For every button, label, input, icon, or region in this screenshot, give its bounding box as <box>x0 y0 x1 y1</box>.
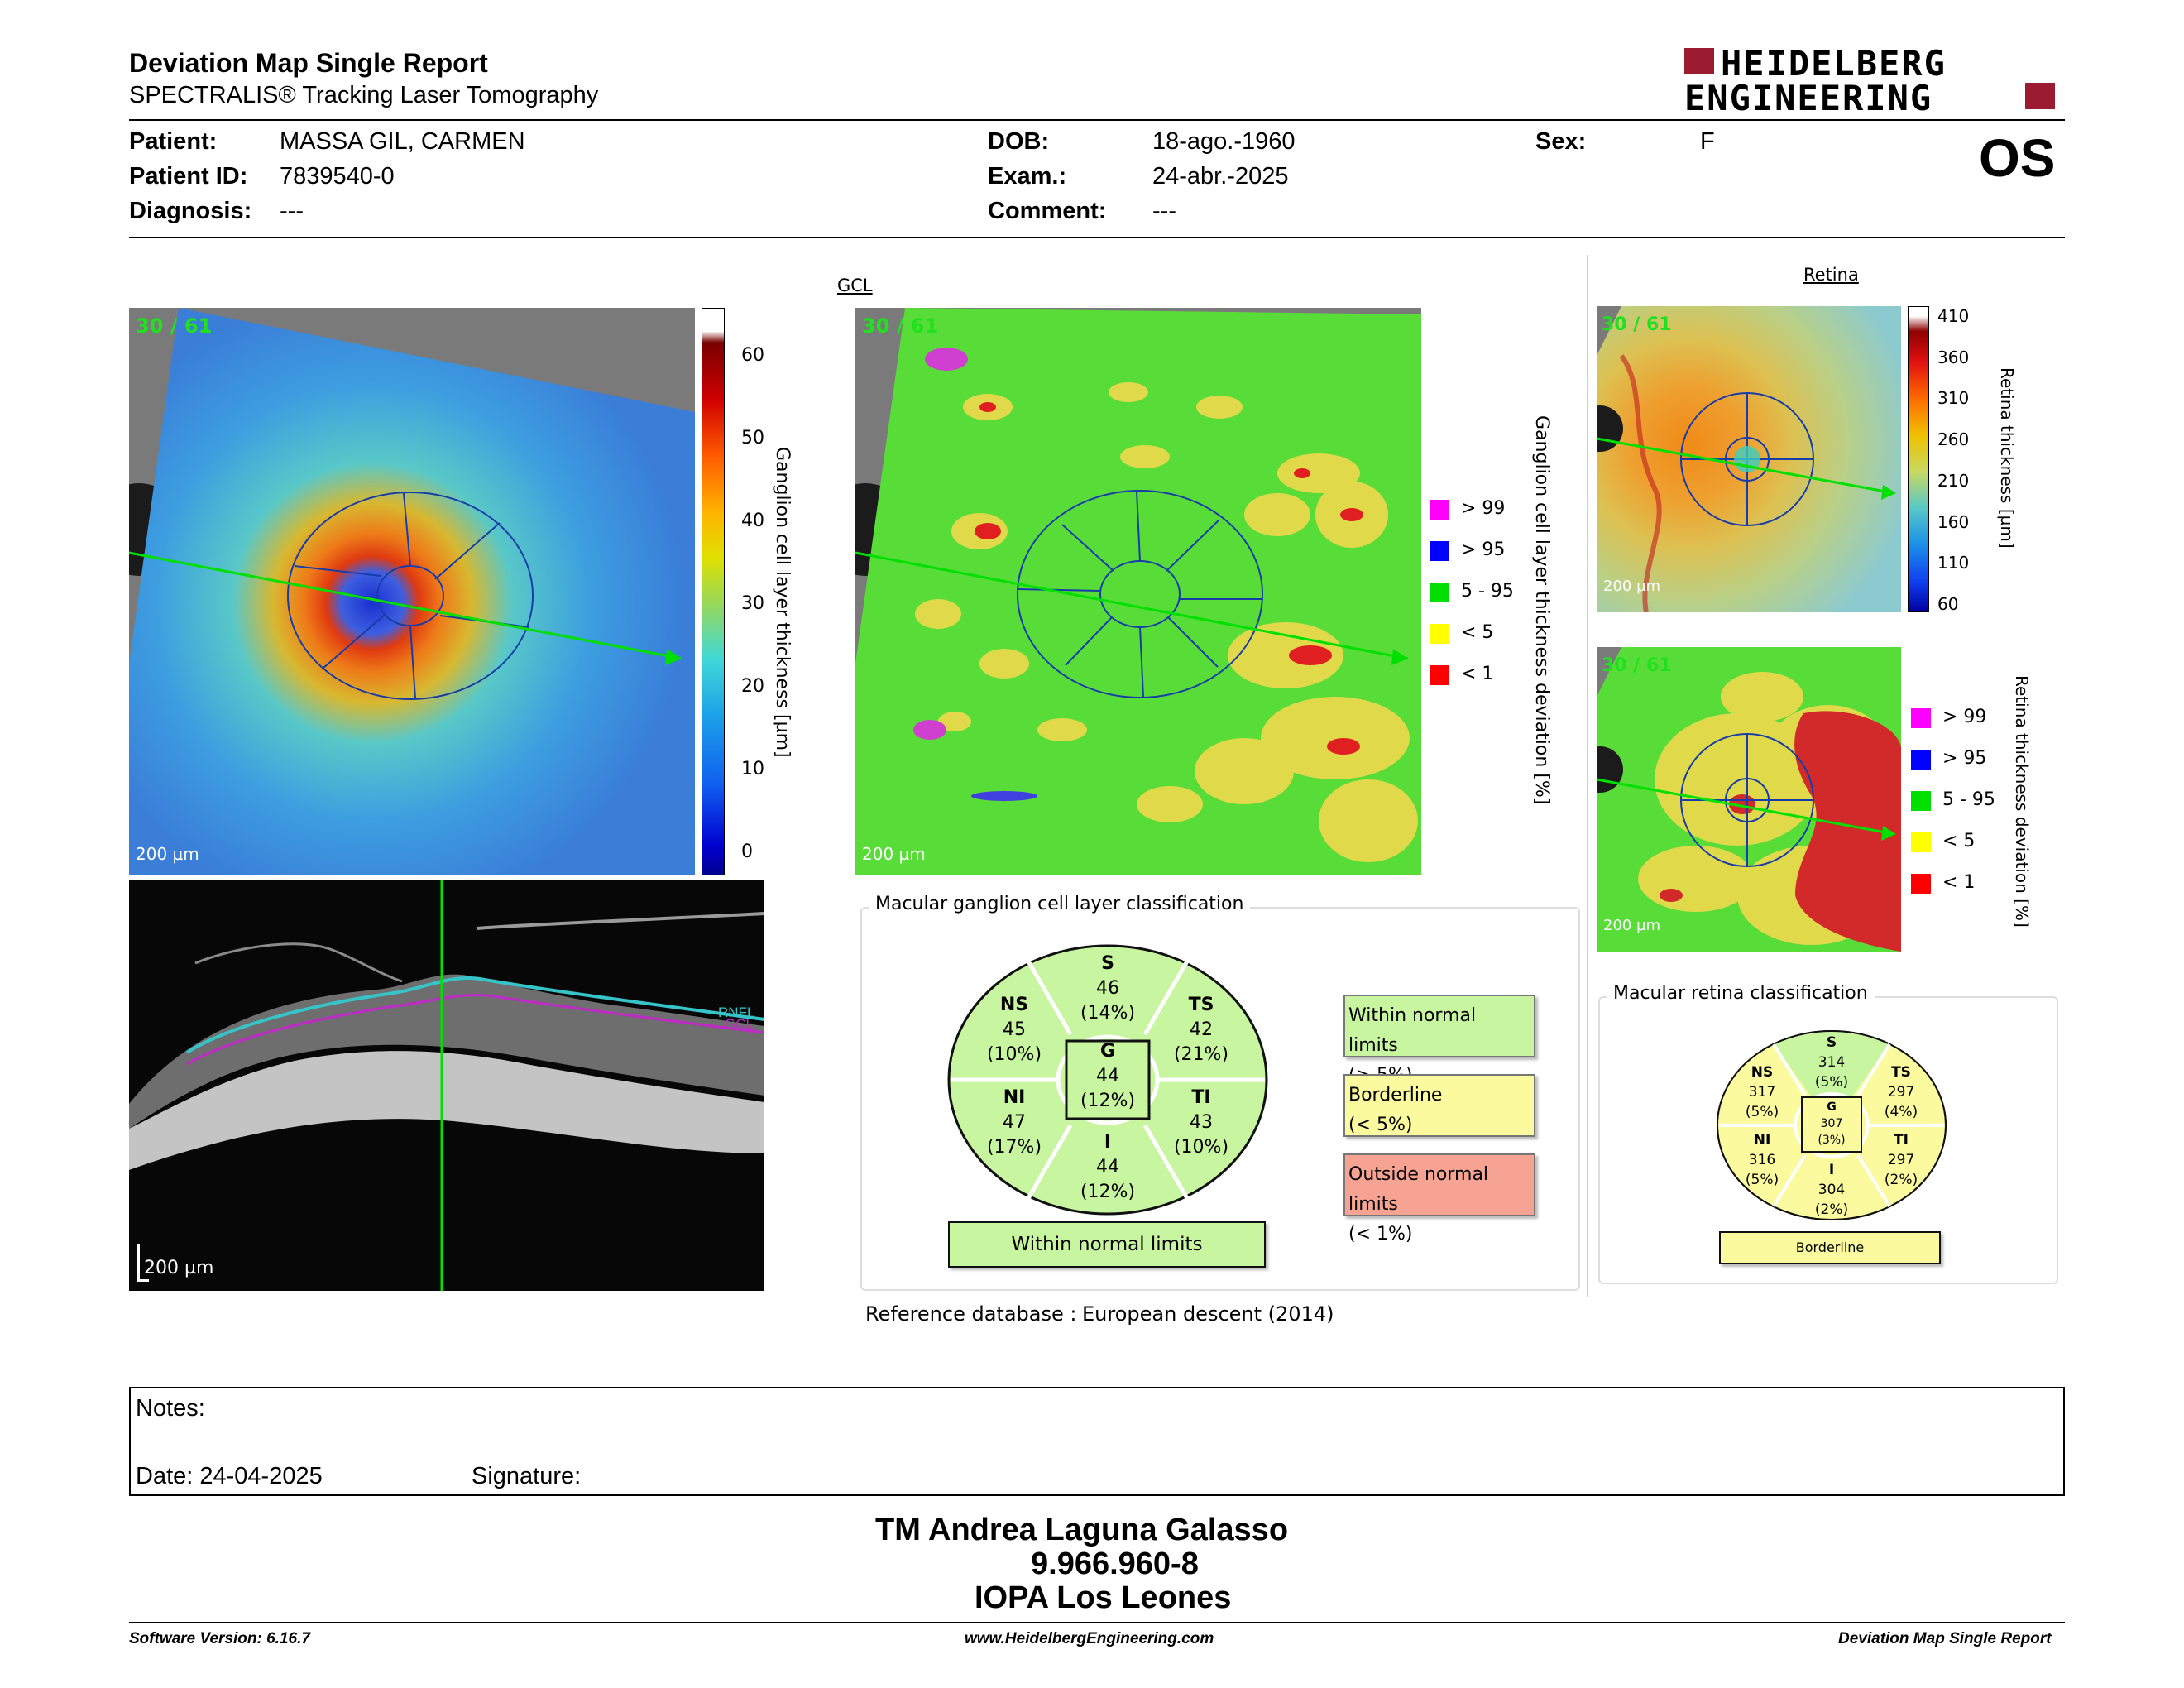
eye-label: OS <box>1979 128 2056 188</box>
signer-id: 9.966.960-8 <box>1031 1547 1199 1581</box>
oct-bscan <box>129 880 764 1291</box>
colorbar-tick: 0 <box>741 841 753 862</box>
key-borderline: Borderline (< 5%) <box>1343 1074 1535 1137</box>
colorbar-tick: 210 <box>1937 470 1970 491</box>
retina-deviation-title: Retina thickness deviation [%] <box>2012 675 2032 928</box>
retina-classification-result: Borderline <box>1719 1231 1941 1264</box>
legend-label: < 1 <box>1461 664 1494 684</box>
retina-sector-ni: NI 316 (5%) <box>1745 1132 1779 1188</box>
legend-swatch <box>1911 791 1931 811</box>
gcl-section-title: GCL <box>837 276 873 295</box>
gcl-dev-volume-label: 30 / 61 <box>862 314 939 338</box>
retina-sector-ns: NS 317 (5%) <box>1745 1064 1779 1120</box>
colorbar-tick: 360 <box>1937 347 1970 367</box>
report-title: Deviation Map Single Report <box>129 48 488 78</box>
colorbar-tick: 20 <box>741 675 764 697</box>
sector-ns: NS 45 (10%) <box>986 995 1042 1065</box>
legend-swatch <box>1911 832 1931 852</box>
signer-institution: IOPA Los Leones <box>975 1580 1232 1615</box>
colorbar-tick: 310 <box>1937 388 1970 409</box>
exam-label: Exam.: <box>988 163 1067 189</box>
legend-swatch <box>1430 583 1449 602</box>
retina-deviation-legend <box>1911 705 2010 904</box>
gcl-layer-label: GCL <box>725 1016 754 1032</box>
footer-report-name: Deviation Map Single Report <box>1838 1630 2052 1647</box>
colorbar-tick: 40 <box>741 510 764 531</box>
gcl-sector-chart <box>946 943 1269 1216</box>
gcl-thickness-map <box>129 308 695 875</box>
sector-i: I 44 (12%) <box>1080 1132 1136 1202</box>
retina-sector-ti: TI 297 (2%) <box>1884 1132 1918 1188</box>
sex-value: F <box>1700 128 1715 155</box>
report-subtitle: SPECTRALIS® Tracking Laser Tomography <box>129 82 599 108</box>
colorbar-tick: 160 <box>1937 511 1970 532</box>
patient-id-label: Patient ID: <box>129 163 248 189</box>
key-outside-normal: Outside normal limits (< 1%) <box>1343 1153 1535 1216</box>
colorbar-tick: 410 <box>1937 306 1970 326</box>
patient-label: Patient: <box>129 128 218 155</box>
retina-sector-chart <box>1716 1029 1947 1221</box>
exam-value: 24-abr.-2025 <box>1152 163 1289 189</box>
colorbar-tick: 260 <box>1937 429 1970 450</box>
colorbar-tick: 10 <box>741 758 764 779</box>
heidelberg-logo <box>1684 43 2065 118</box>
notes-label: Notes: <box>136 1395 205 1422</box>
legend-label: > 95 <box>1461 539 1506 560</box>
sector-s: S 46 (14%) <box>1080 953 1136 1024</box>
diagnosis-label: Diagnosis: <box>129 198 252 224</box>
bscan-scale-label: 200 µm <box>144 1258 214 1278</box>
sex-label: Sex: <box>1535 128 1587 155</box>
retina-colorbar-title: Retina thickness [µm] <box>1997 367 2017 549</box>
gcl-deviation-map <box>855 308 1421 875</box>
retina-dev-volume-label: 30 / 61 <box>1602 655 1672 676</box>
diagnosis-value: --- <box>280 198 304 224</box>
sector-ts: TS 42 (21%) <box>1173 995 1229 1065</box>
patient-divider <box>129 237 2065 238</box>
legend-swatch <box>1430 665 1449 685</box>
retina-thickness-map <box>1597 306 1901 612</box>
retina-dev-scale-label: 200 µm <box>1603 917 1661 934</box>
gcl-classification-result: Within normal limits <box>948 1221 1266 1268</box>
column-divider <box>1587 255 1588 1297</box>
patient-name: MASSA GIL, CARMEN <box>280 128 525 155</box>
retina-scale-label: 200 µm <box>1603 578 1661 595</box>
notes-signature: Signature: <box>472 1463 582 1489</box>
scale-label: 200 µm <box>136 844 199 864</box>
comment-value: --- <box>1152 198 1176 224</box>
website-link[interactable]: www.HeidelbergEngineering.com <box>965 1630 1214 1647</box>
legend-label: 5 - 95 <box>1942 789 1995 810</box>
thickness-colorbar <box>702 308 725 875</box>
footer-divider <box>129 1622 2065 1623</box>
legend-label: > 95 <box>1942 748 1987 769</box>
retina-sector-ts: TS 297 (4%) <box>1884 1064 1918 1120</box>
retina-section-title: Retina <box>1803 265 1859 285</box>
gcl-deviation-legend-title: Ganglion cell layer thickness deviation [%] <box>1531 415 1552 805</box>
retina-deviation-map <box>1597 647 1901 952</box>
gcl-dev-scale-label: 200 µm <box>862 844 926 864</box>
logo-line-2: ENGINEERING <box>1684 78 1933 118</box>
dob-value: 18-ago.-1960 <box>1152 128 1296 155</box>
legend-swatch <box>1911 750 1931 770</box>
gcl-classification-title: Macular ganglion cell layer classification <box>869 894 1250 914</box>
sector-ti: TI 43 (10%) <box>1173 1087 1229 1158</box>
legend-swatch <box>1430 541 1449 561</box>
retina-sector-s: S 314 (5%) <box>1814 1034 1849 1091</box>
key-within-normal: Within normal limits <box>1343 995 1535 1057</box>
patient-id: 7839540-0 <box>280 163 395 189</box>
legend-label: < 1 <box>1942 872 1976 893</box>
logo-line-1: HEIDELBERG <box>1721 43 1947 84</box>
notes-box <box>129 1387 2065 1496</box>
legend-swatch <box>1430 500 1449 520</box>
thickness-colorbar-title: Ganglion cell layer thickness [µm] <box>772 447 793 758</box>
dob-label: DOB: <box>988 128 1050 155</box>
colorbar-tick: 60 <box>741 344 764 366</box>
header-divider <box>129 119 2065 121</box>
notes-date: Date: 24-04-2025 <box>136 1463 323 1489</box>
gcl-deviation-legend <box>1430 496 1529 695</box>
reference-value: European descent (2014) <box>1082 1302 1334 1326</box>
colorbar-tick: 50 <box>741 427 764 448</box>
legend-swatch <box>1911 708 1931 728</box>
software-version: Software Version: 6.16.7 <box>129 1630 310 1647</box>
colorbar-tick: 60 <box>1937 594 1959 614</box>
retina-sector-i: I 304 (2%) <box>1814 1162 1849 1218</box>
volume-label: 30 / 61 <box>136 314 213 338</box>
retina-colorbar <box>1908 306 1929 612</box>
retina-volume-label: 30 / 61 <box>1602 314 1672 335</box>
legend-label: 5 - 95 <box>1461 581 1514 602</box>
retina-sector-g: G 307 (3%) <box>1818 1101 1846 1147</box>
legend-label: > 99 <box>1942 707 1987 727</box>
reference-label: Reference database : <box>865 1302 1077 1326</box>
legend-swatch <box>1430 624 1449 644</box>
rnfl-label: RNFL <box>718 1005 755 1020</box>
legend-label: < 5 <box>1461 622 1494 643</box>
legend-label: > 99 <box>1461 498 1506 519</box>
retina-classification-title: Macular retina classification <box>1607 983 1875 1004</box>
signer-name: TM Andrea Laguna Galasso <box>875 1513 1289 1547</box>
colorbar-tick: 30 <box>741 592 764 614</box>
legend-label: < 5 <box>1942 831 1976 851</box>
sector-ni: NI 47 (17%) <box>986 1087 1042 1158</box>
sector-g: G 44 (12%) <box>1080 1041 1136 1111</box>
colorbar-tick: 110 <box>1937 553 1970 573</box>
legend-swatch <box>1911 874 1931 894</box>
comment-label: Comment: <box>988 198 1107 224</box>
